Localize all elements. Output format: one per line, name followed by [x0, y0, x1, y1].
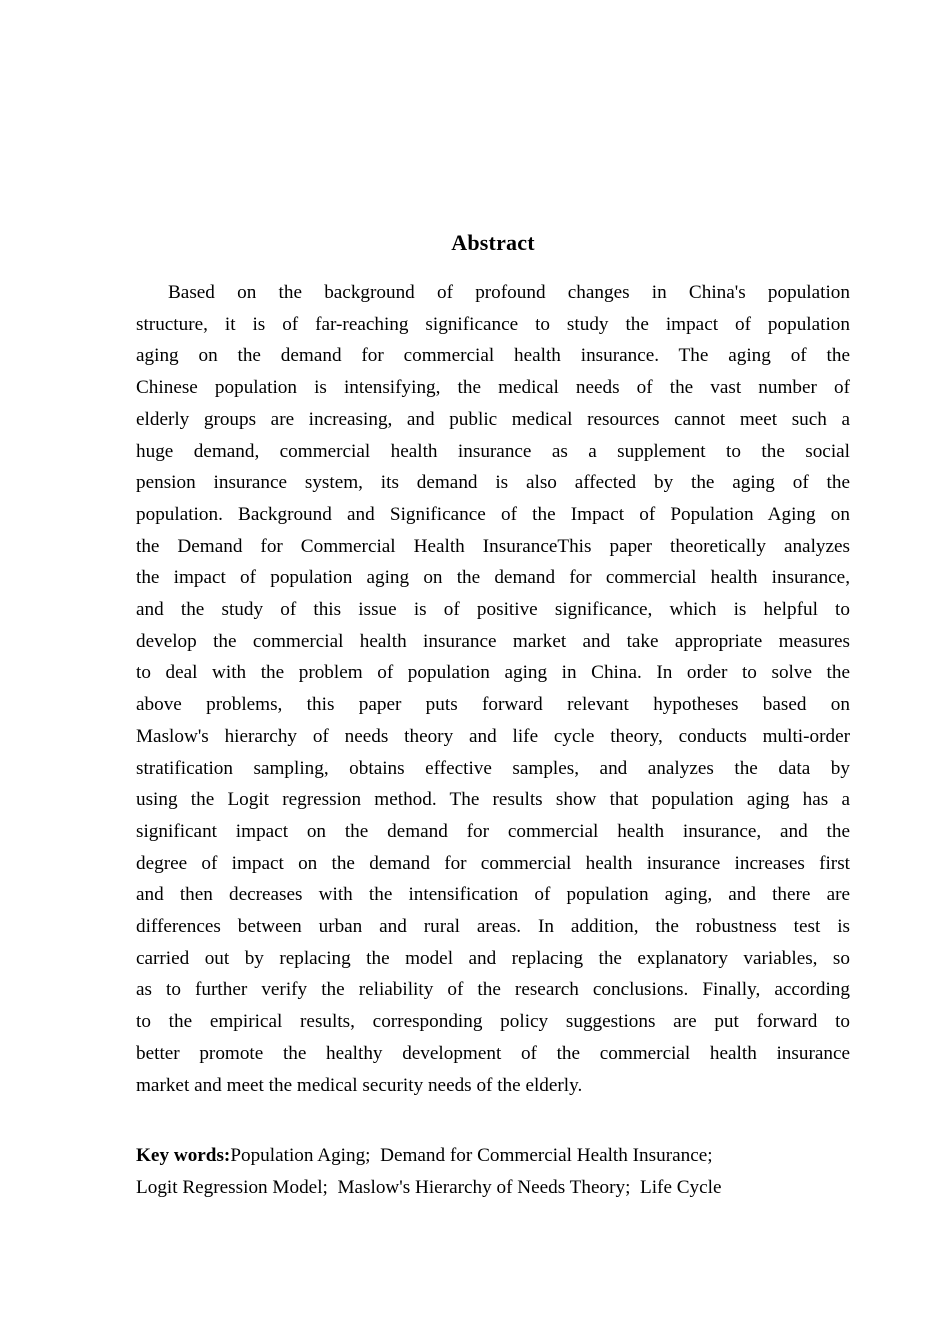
abstract-line: using the Logit regression method. The results show that population aging has a	[136, 789, 850, 811]
abstract-line: population. Background and Significance of the Impact of Population Aging on	[136, 503, 850, 525]
abstract-line: market and meet the medical security needs of the elderly.	[136, 1074, 583, 1096]
abstract-line: huge demand, commercial health insurance as a supplement to the social	[136, 440, 850, 462]
abstract-line: the Demand for Commercial Health InsuranceThis paper theoretically analyzes	[136, 535, 850, 557]
abstract-line: and the study of this issue is of positive significance, which is helpful to	[136, 599, 850, 621]
abstract-paragraph	[136, 277, 850, 1101]
abstract-line: elderly groups are increasing, and public medical resources cannot meet such a	[136, 408, 850, 430]
abstract-line: Based on the background of profound changes in China's population	[168, 282, 850, 303]
abstract-line: better promote the healthy development of the commercial health insurance	[136, 1042, 850, 1064]
abstract-line: and then decreases with the intensification of population aging, and there are	[136, 884, 850, 906]
abstract-line: above problems, this paper puts forward relevant hypotheses based on	[136, 694, 850, 716]
abstract-line: pension insurance system, its demand is also affected by the aging of the	[136, 472, 850, 494]
abstract-line: differences between urban and rural areas. In addition, the robustness test is	[136, 916, 850, 938]
abstract-line: significant impact on the demand for commercial health insurance, and the	[136, 820, 850, 842]
abstract-line: the impact of population aging on the demand for commercial health insurance,	[136, 567, 850, 589]
abstract-line: degree of impact on the demand for commercial health insurance increases first	[136, 852, 850, 874]
abstract-line: to the empirical results, corresponding policy suggestions are put forward to	[136, 1011, 850, 1033]
keywords-label: Key words:	[136, 1145, 231, 1166]
abstract-line: to deal with the problem of population aging in China. In order to solve the	[136, 662, 850, 684]
keywords-line-2: Logit Regression Model; Maslow's Hierarchy of Needs Theory; Life Cycle	[136, 1176, 722, 1198]
abstract-line: carried out by replacing the model and replacing the explanatory variables, so	[136, 947, 850, 969]
abstract-line: structure, it is of far-reaching significance to study the impact of population	[136, 313, 850, 335]
abstract-line: as to further verify the reliability of the research conclusions. Finally, according	[136, 979, 850, 1001]
abstract-line: aging on the demand for commercial health insurance. The aging of the	[136, 345, 850, 367]
abstract-line: Chinese population is intensifying, the medical needs of the vast number of	[136, 377, 850, 399]
abstract-line: develop the commercial health insurance market and take appropriate measures	[136, 630, 850, 652]
keywords-block	[136, 1140, 866, 1203]
keywords-line-1	[136, 1140, 866, 1172]
page-title: Abstract	[451, 229, 535, 255]
abstract-line: stratification sampling, obtains effective samples, and analyzes the data by	[136, 757, 850, 779]
keywords-terms-line-1: Population Aging; Demand for Commercial Health Insurance;	[230, 1145, 713, 1166]
abstract-line: Maslow's hierarchy of needs theory and life cycle theory, conducts multi-order	[136, 725, 850, 747]
